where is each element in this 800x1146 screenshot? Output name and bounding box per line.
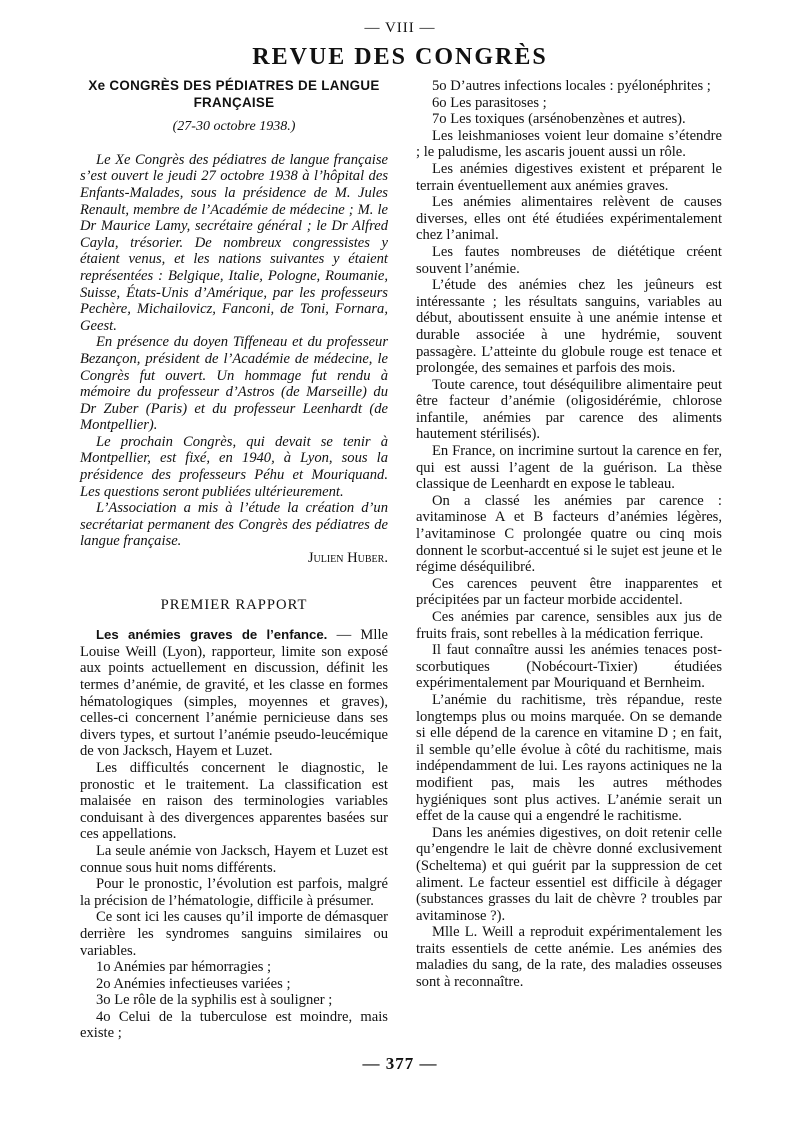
list-item: 6o Les parasitoses ; <box>432 94 547 111</box>
body-paragraph: Les leishmanioses voient leur domaine s’étendre ; le paludisme, les ascaris jouent aussi un rôle. <box>416 127 722 161</box>
body-paragraph: Il faut connaître aussi les anémies tenaces post-scorbutiques (Nobécourt-Tixier) étudiées expérimentalement par Mouriquand et Bernheim. <box>416 642 722 692</box>
body-paragraph: Les anémies alimentaires relèvent de causes diverses, elles ont été étudiées expérimentalement chez l’animal. <box>416 194 722 244</box>
body-paragraph: Mlle L. Weill a reproduit expérimentalement les traits essentiels de cette anémie. Les anémies des maladies du sang, de la rate, des maladies osseuses sont à reconnaître. <box>416 924 722 991</box>
section-heading: PREMIER RAPPORT <box>160 596 308 613</box>
body-paragraph: Ces anémies par carence, sensibles aux jus de fruits frais, sont rebelles à la médication ferrique. <box>416 609 722 642</box>
body-paragraph: La seule anémie von Jacksch, Hayem et Luzet est connue sous huit noms différents. <box>80 842 388 876</box>
body-paragraph: On a classé les anémies par carence : avitaminose A et B facteurs d’anémies légères, l’avitaminose C prolongée quatre ou cinq mois donnent le scorbut-accentué si le sujet est jeune et le régime déséquilibré. <box>416 492 722 576</box>
list-item: 1o Anémies par hémorragies ; <box>96 959 272 976</box>
congress-dates: (27-30 octobre 1938.) <box>172 119 296 135</box>
lead-text: — Mlle Louise Weill (Lyon), rapporteur, limite son exposé aux points actuellement en discussion, définit les termes d’anémie, de gravité, et les classe en formes hématologiques (simples, moyennes et graves), celles-ci concernent l’anémie pernicieuse dans ses divers types, et surtout l’anémie pseudo-leucémique de von Jacksch, Hayem et Luzet. <box>80 627 388 760</box>
body-paragraph: En France, on incrimine surtout la carence en fer, qui est aussi l’agent de la guérison. La thèse classique de Leenhardt en expose le tableau. <box>416 443 722 493</box>
body-paragraph: Les anémies digestives existent et préparent le terrain éventuellement aux anémies graves. <box>416 160 722 194</box>
lead-title: Les anémies graves de l’enfance. <box>96 627 328 643</box>
body-paragraph: Dans les anémies digestives, on doit retenir celle qu’engendre le lait de chèvre donné exclusivement (Scheltema) et qui guérit par la suppression de cet aliment. Le facteur essentiel est difficile à dégager (substances grasses du lait de chèvre ? troubles par avitaminose ?). <box>416 824 722 924</box>
body-paragraph: Ces carences peuvent être inapparentes et précipitées par un facteur morbide accidentel. <box>416 575 722 609</box>
running-header: — VIII — <box>364 20 436 36</box>
body-paragraph: Pour le pronostic, l’évolution est parfois, malgré la précision de l’hématologie, difficile à présumer. <box>80 876 388 909</box>
intro-section <box>80 152 388 550</box>
page-number: — 377 — <box>362 1054 438 1073</box>
intro-paragraph: Le Xe Congrès des pédiatres de langue française s’est ouvert le jeudi 27 octobre 1938 à l’hôpital des Enfants-Malades, sous la présidence de M. Jules Renault, membre de l’Académie de médecine ; M. le Dr Maurice Lamy, secrétaire général ; le Dr Alfred Cayla, trésorier. De nombreux congressistes y étaient venus, et les nations suivantes y étaient représentées : Belgique, Italie, Pologne, Roumanie, Suisse, États-Unis d’Amérique, par les professeurs Pechère, Michailovicz, Fanconi, de Toni, Fornara, Geest. <box>80 151 388 334</box>
body-paragraph: Les difficultés concernent le diagnostic, le pronostic et le traitement. La classification est malaisée en raison des terminologies variables conduisant à des divergences apparentes basées sur ces appellations. <box>80 759 388 843</box>
page-title: REVUE DES CONGRÈS <box>252 44 548 70</box>
right-column <box>416 78 722 991</box>
list-item: 4o Celui de la tuberculose est moindre, mais existe ; <box>80 1008 388 1042</box>
body-paragraph: L’anémie du rachitisme, très répandue, reste longtemps plus ou moins marquée. On se demande si elle dépend de la carence en vitamine D ; en fait, il semble qu’elle évolue à côté du rachitisme, mais indépendamment de lui. Les rayons actiniques ne la modifient pas, mais les autres méthodes hygiéniques sont plus actives. L’anémie serait un effet de la cause qui a engendré le rachitisme. <box>416 691 722 825</box>
body-paragraph: L’étude des anémies chez les jeûneurs est intéressante ; les résultats sanguins, variables au début, aboutissent ensuite à une anémie intense et durable associée à une hydrémie, souvent passagère. L’atteinte du globule rouge est tenace et prolongée, des semaines et parfois des mois. <box>416 277 722 377</box>
list-item: 7o Les toxiques (arsénobenzènes et autres). <box>432 111 686 128</box>
intro-paragraph: En présence du doyen Tiffeneau et du professeur Bezançon, président de l’Académie de médecine, le Congrès fut ouvert. Un hommage fut rendu à mémoire du professeur d’Astros (de Marseille) du Dr Zuber (Paris) et du professeur Leenhardt (de Montpellier). <box>80 334 388 434</box>
lead-paragraph <box>80 627 388 760</box>
body-paragraph: Ce sont ici les causes qu’il importe de démasquer derrière les syndromes sanguins similaires ou variables. <box>80 909 388 959</box>
list-item: 5o D’autres infections locales : pyélonéphrites ; <box>432 78 711 94</box>
body-paragraph: Les fautes nombreuses de diététique créent souvent l’anémie. <box>416 243 722 277</box>
body-paragraph: Toute carence, tout déséquilibre alimentaire peut être facteur d’anémie (oligosidérémie, chlorose infantile, anémies par carence des aliments hautement stérilisés). <box>416 376 722 443</box>
list-item: 2o Anémies infectieuses variées ; <box>96 975 291 992</box>
congress-title: Xe CONGRÈS DES PÉDIATRES DE LANGUE FRANÇAISE <box>88 78 380 110</box>
author-signature: Julien Huber. <box>307 550 388 567</box>
list-item: 3o Le rôle de la syphilis est à souligner ; <box>96 992 333 1009</box>
intro-paragraph: L’Association a mis à l’étude la création d’un secrétariat permanent des Congrès des pédiatres de langue française. <box>80 500 388 550</box>
left-column <box>80 78 388 1042</box>
intro-paragraph: Le prochain Congrès, qui devait se tenir à Montpellier, est fixé, en 1940, à Lyon, sous la présidence des professeurs Péhu et Mouriquand. Les questions seront publiées ultérieurement. <box>80 433 388 500</box>
